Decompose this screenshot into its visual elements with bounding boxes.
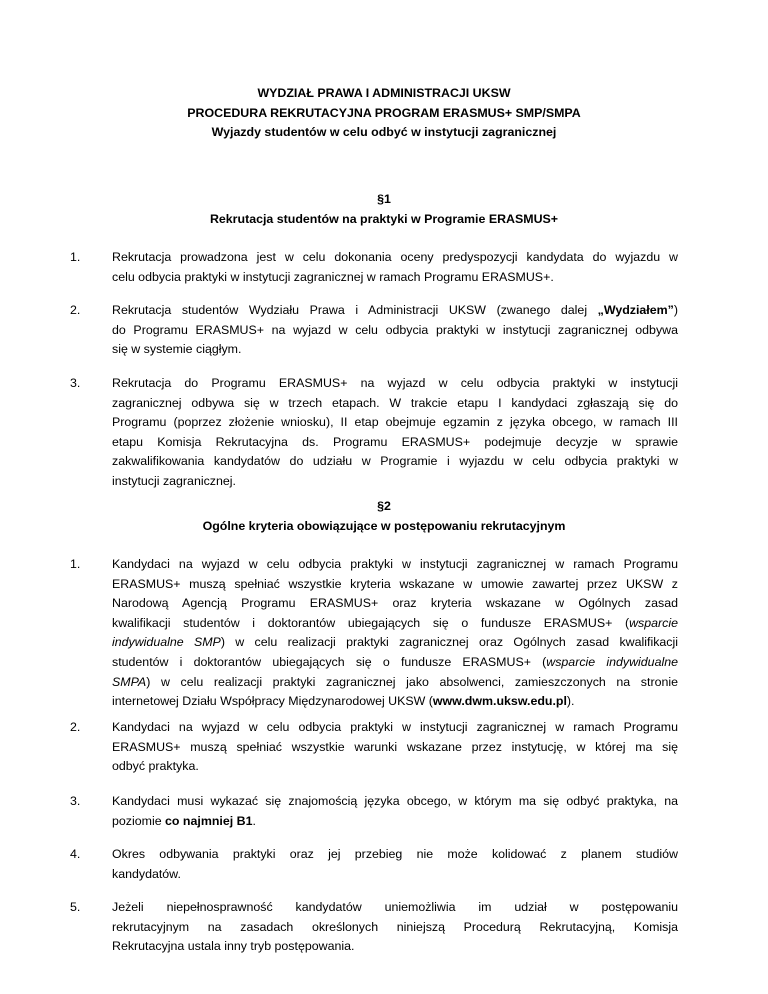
document-header (0, 84, 768, 143)
item-line: indywidualne SMP) w celu realizacji praktyki zagranicznej oraz Ogólnych zasad kwalifikacji (112, 635, 678, 650)
faculty-defined-term: „Wydziałem” (597, 303, 674, 317)
item-line: odbyć praktyka. (112, 759, 199, 774)
faculty-title: WYDZIAŁ PRAWA I ADMINISTRACJI UKSW (257, 86, 511, 100)
item-line: etapu Komisja Rekrutacyjna ds. Programu ERASMUS+ podejmuje decyzje w sprawie (112, 434, 678, 449)
item-number: 1. (70, 250, 81, 264)
item-line: Rekrutacja do Programu ERASMUS+ na wyjazd w celu odbycia praktyki w instytucji (112, 376, 678, 390)
item-line: zagranicznej odbywa się w trzech etapach. W trakcie etapu I kandydaci zgłaszają się do (112, 395, 678, 410)
item-line: zakwalifikowania kandydatów do udziału w Programie i wyjazdu w celu odbycia praktyki w (112, 454, 678, 469)
procedure-subtitle: Wyjazdy studentów w celu odbyć w instytucji zagranicznej (211, 125, 557, 139)
item-line: SMPA) w celu realizacji praktyki zagranicznej jako absolwenci, zamieszczonych na stronie (112, 674, 678, 689)
item-line: Narodową Agencją Programu ERASMUS+ oraz kryteria wskazane w Ogólnych zasad (112, 596, 678, 611)
item-line: się w systemie ciągłym. (112, 342, 242, 357)
item-line: ERASMUS+ muszą spełniać wszystkie warunki wskazane przez instytucję, w której ma się (112, 739, 678, 754)
item-line: Kandydaci na wyjazd w celu odbycia praktyki w instytucji zagranicznej w ramach Programu (112, 720, 678, 734)
item-line: Okres odbywania praktyki oraz jej przebieg nie może kolidować z planem studiów (112, 847, 678, 861)
item-line: Rekrutacja prowadzona jest w celu dokonania oceny predyspozycji kandydata do wyjazdu w (112, 250, 678, 264)
item-number: 1. (70, 557, 81, 571)
item-line: kandydatów. (112, 866, 181, 881)
section-2-item-4 (70, 845, 678, 884)
section-2-item-5 (70, 898, 678, 957)
section-1-item-3 (70, 374, 678, 492)
section-2-title: Ogólne kryteria obowiązujące w postępowaniu rekrutacyjnym (202, 518, 566, 533)
language-level: co najmniej B1 (165, 813, 253, 828)
section-1-item-2 (70, 301, 678, 360)
item-number: 3. (70, 794, 81, 808)
item-line: Kandydaci musi wykazać się znajomością języka obcego, w którym ma się odbyć praktyka, na (112, 794, 678, 808)
section-1-item-1 (70, 248, 678, 287)
procedure-title: PROCEDURA REKRUTACYJNA PROGRAM ERASMUS+ SMP/SMPA (187, 105, 581, 120)
item-number: 5. (70, 900, 81, 914)
item-number: 2. (70, 303, 81, 317)
item-line: internetowej Działu Współpracy Międzynarodowej UKSW (www.dwm.uksw.edu.pl). (112, 694, 575, 709)
item-line: instytucji zagranicznej. (112, 473, 236, 488)
section-2-item-1 (70, 555, 678, 712)
website-link[interactable]: www.dwm.uksw.edu.pl (432, 694, 567, 709)
section-1-title: Rekrutacja studentów na praktyki w Programie ERASMUS+ (209, 211, 559, 226)
section-1-number: §1 (377, 192, 391, 206)
item-line: Jeżeli niepełnosprawność kandydatów uniemożliwia im udział w postępowaniu (112, 900, 678, 914)
item-number: 4. (70, 847, 81, 861)
item-line: celu odbycia praktyki w instytucji zagranicznej w ramach Programu ERASMUS+. (112, 269, 554, 284)
item-number: 2. (70, 720, 81, 734)
item-line: Rekrutacyjna ustala inny tryb postępowania. (112, 939, 355, 954)
item-line: Rekrutacja studentów Wydziału Prawa i Administracji UKSW (zwanego dalej „Wydziałem”) (112, 303, 678, 317)
item-line: Programu (poprzez złożenie wniosku), II etap obejmuje egzamin z języka obcego, w ramach III (112, 415, 678, 430)
item-line: ERASMUS+ muszą spełniać wszystkie kryteria wskazane w umowie zawartej przez UKSW z (112, 576, 678, 591)
item-number: 3. (70, 376, 81, 390)
section-2-heading (0, 497, 768, 536)
item-line: Kandydaci na wyjazd w celu odbycia praktyki w instytucji zagranicznej w ramach Programu (112, 557, 678, 571)
item-line: kwalifikacji studentów i doktorantów ubiegających się o fundusze ERASMUS+ (wsparcie (112, 615, 678, 630)
item-line: poziomie co najmniej B1. (112, 813, 256, 828)
section-2-item-2 (70, 718, 678, 777)
item-line: do Programu ERASMUS+ na wyjazd w celu odbycia praktyki w instytucji zagranicznej odbywa (112, 322, 678, 337)
section-1-heading (0, 190, 768, 229)
item-line: studentów i doktorantów ubiegających się o fundusze ERASMUS+ (wsparcie indywidualne (112, 654, 678, 669)
item-line: rekrutacyjnym na zasadach określonych niniejszą Procedurą Rekrutacyjną, Komisja (112, 919, 678, 934)
section-2-item-3 (70, 792, 678, 831)
section-2-number: §2 (377, 499, 391, 513)
